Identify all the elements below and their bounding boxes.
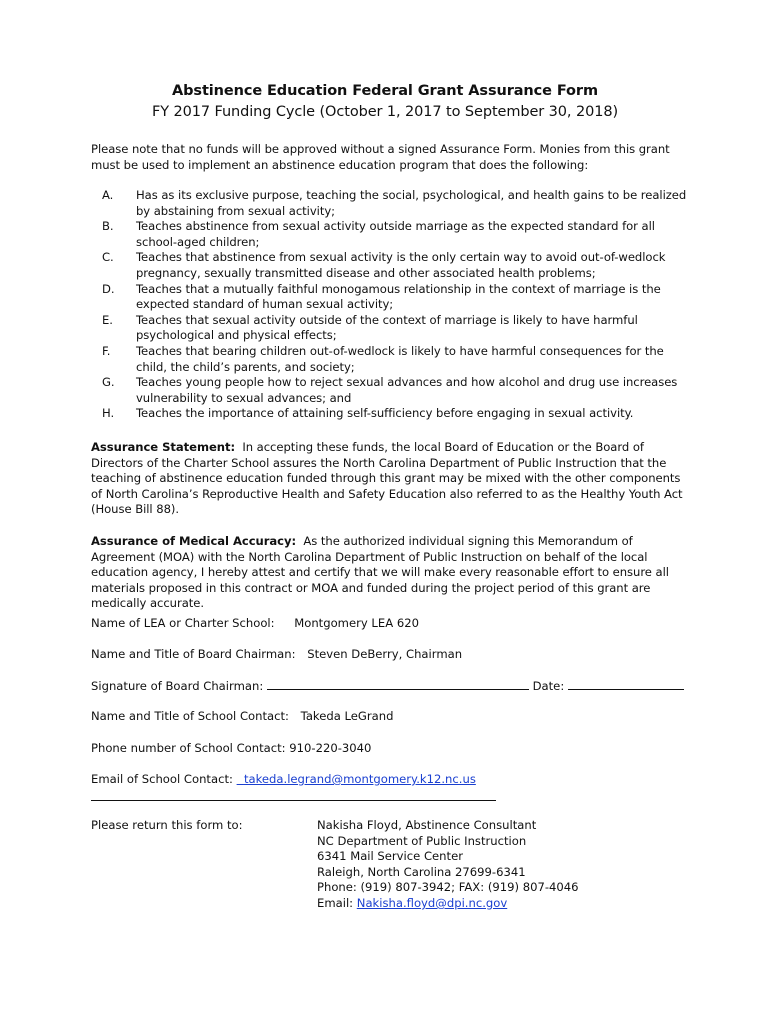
divider <box>91 800 496 801</box>
address-line-2: Raleigh, North Carolina 27699-6341 <box>317 864 526 879</box>
assurance-statement <box>91 440 691 518</box>
signature-field <box>91 678 684 695</box>
signature-label: Signature of Board Chairman: <box>91 679 264 693</box>
department-name: NC Department of Public Instruction <box>317 833 527 848</box>
board-chairman-value[interactable]: Steven DeBerry, Chairman <box>307 647 463 661</box>
list-item-letter: D. <box>102 281 115 296</box>
consultant-email-link[interactable]: Nakisha.floyd@dpi.nc.gov <box>356 895 508 910</box>
list-item-letter: F. <box>102 343 111 358</box>
list-item <box>91 219 691 250</box>
list-item-text: Teaches that a mutually faithful monogamous relationship in the context of marriage is the expected standard of human sexual activity; <box>136 281 661 312</box>
school-contact-email-link[interactable]: takeda.legrand@montgomery.k12.nc.us <box>243 772 476 786</box>
list-item <box>91 375 691 406</box>
list-item-text: Has as its exclusive purpose, teaching the social, psychological, and health gains to be realized by abstaining from sexual activity; <box>136 188 687 218</box>
list-item-letter: G. <box>102 375 115 390</box>
lea-label: Name of LEA or Charter School: <box>91 616 275 630</box>
list-item-letter: A. <box>102 188 114 202</box>
list-item <box>91 313 691 344</box>
email-label: Email of School Contact: <box>91 772 233 786</box>
form-subtitle: FY 2017 Funding Cycle (October 1, 2017 to September 30, 2018) <box>151 104 618 120</box>
board-chairman-field <box>91 647 462 663</box>
list-item-text: Teaches that abstinence from sexual activity is the only certain way to avoid out-of-wedlock pregnancy, sexually transmitted disease and other associated health problems; <box>136 250 666 280</box>
medical-accuracy-statement <box>91 534 691 612</box>
list-item-text: Teaches abstinence from sexual activity outside marriage as the expected standard for all school-aged children; <box>136 219 655 249</box>
school-contact-value[interactable]: Takeda LeGrand <box>300 709 394 723</box>
school-contact-label: Name and Title of School Contact: <box>91 709 289 723</box>
form-title: Abstinence Education Federal Grant Assurance Form <box>172 83 598 99</box>
consultant-name: Nakisha Floyd, Abstinence Consultant <box>317 818 537 832</box>
return-address-block <box>317 818 579 912</box>
school-contact-field <box>91 709 393 725</box>
requirements-list <box>91 188 691 422</box>
date-line[interactable] <box>568 678 684 690</box>
signature-line[interactable] <box>267 678 529 690</box>
list-item-letter: C. <box>102 250 114 265</box>
medical-accuracy-label: Assurance of Medical Accuracy: <box>91 534 297 548</box>
phone-label: Phone number of School Contact: <box>91 741 286 755</box>
address-line-1: 6341 Mail Service Center <box>317 849 463 864</box>
list-item <box>91 250 691 281</box>
list-item-text: Teaches the importance of attaining self-sufficiency before engaging in sexual activity. <box>136 406 634 421</box>
list-item <box>91 344 691 375</box>
list-item-letter: E. <box>102 312 113 327</box>
consultant-email-line <box>317 896 579 912</box>
assurance-statement-label: Assurance Statement: <box>91 440 236 454</box>
lea-field <box>91 616 419 632</box>
email-field <box>91 772 476 788</box>
list-item-letter: H. <box>102 406 115 421</box>
list-item-text: Teaches young people how to reject sexual advances and how alcohol and drug use increases vulnerability to sexual advances; and <box>136 375 678 405</box>
list-item <box>91 282 691 313</box>
list-item <box>91 188 691 219</box>
date-label: Date: <box>532 679 565 693</box>
list-item-text: Teaches that sexual activity outside of the context of marriage is likely to have harmful psychological and physical effects; <box>136 312 638 343</box>
intro-paragraph: Please note that no funds will be approved without a signed Assurance Form. Monies from this grant must be used to implement an abstinence education program that does the following: <box>91 142 670 172</box>
board-chairman-label: Name and Title of Board Chairman: <box>91 647 296 661</box>
consultant-email-label: Email: <box>317 895 354 910</box>
assurance-statement-text: In accepting these funds, the local Board of Education or the Board of Directors of the Charter School assures the North Carolina Department of Public Instruction that the teaching of abstinence education funded through this grant may be mixed with the other components of North Carolina’s Reproductive Health and Safety Education also referred to as the Healthy Youth Act (House Bill 88). <box>91 440 683 517</box>
phone-field <box>91 741 371 757</box>
lea-value[interactable]: Montgomery LEA 620 <box>294 616 419 630</box>
list-item <box>91 406 691 422</box>
phone-fax-line: Phone: (919) 807-3942; FAX: (919) 807-4046 <box>317 880 579 895</box>
list-item-text: Teaches that bearing children out-of-wedlock is likely to have harmful consequences for the child, the child’s parents, and society; <box>136 343 664 374</box>
medical-accuracy-text: As the authorized individual signing this Memorandum of Agreement (MOA) with the North Carolina Department of Public Instruction on behalf of the local education agency, I hereby attest and certify that we will make every reasonable effort to ensure all materials proposed in this contract or MOA and funded during the project period of this grant are medically accurate. <box>91 534 669 611</box>
list-item-letter: B. <box>102 219 114 234</box>
return-to-label: Please return this form to: <box>91 818 243 832</box>
phone-value[interactable]: 910-220-3040 <box>289 741 372 755</box>
